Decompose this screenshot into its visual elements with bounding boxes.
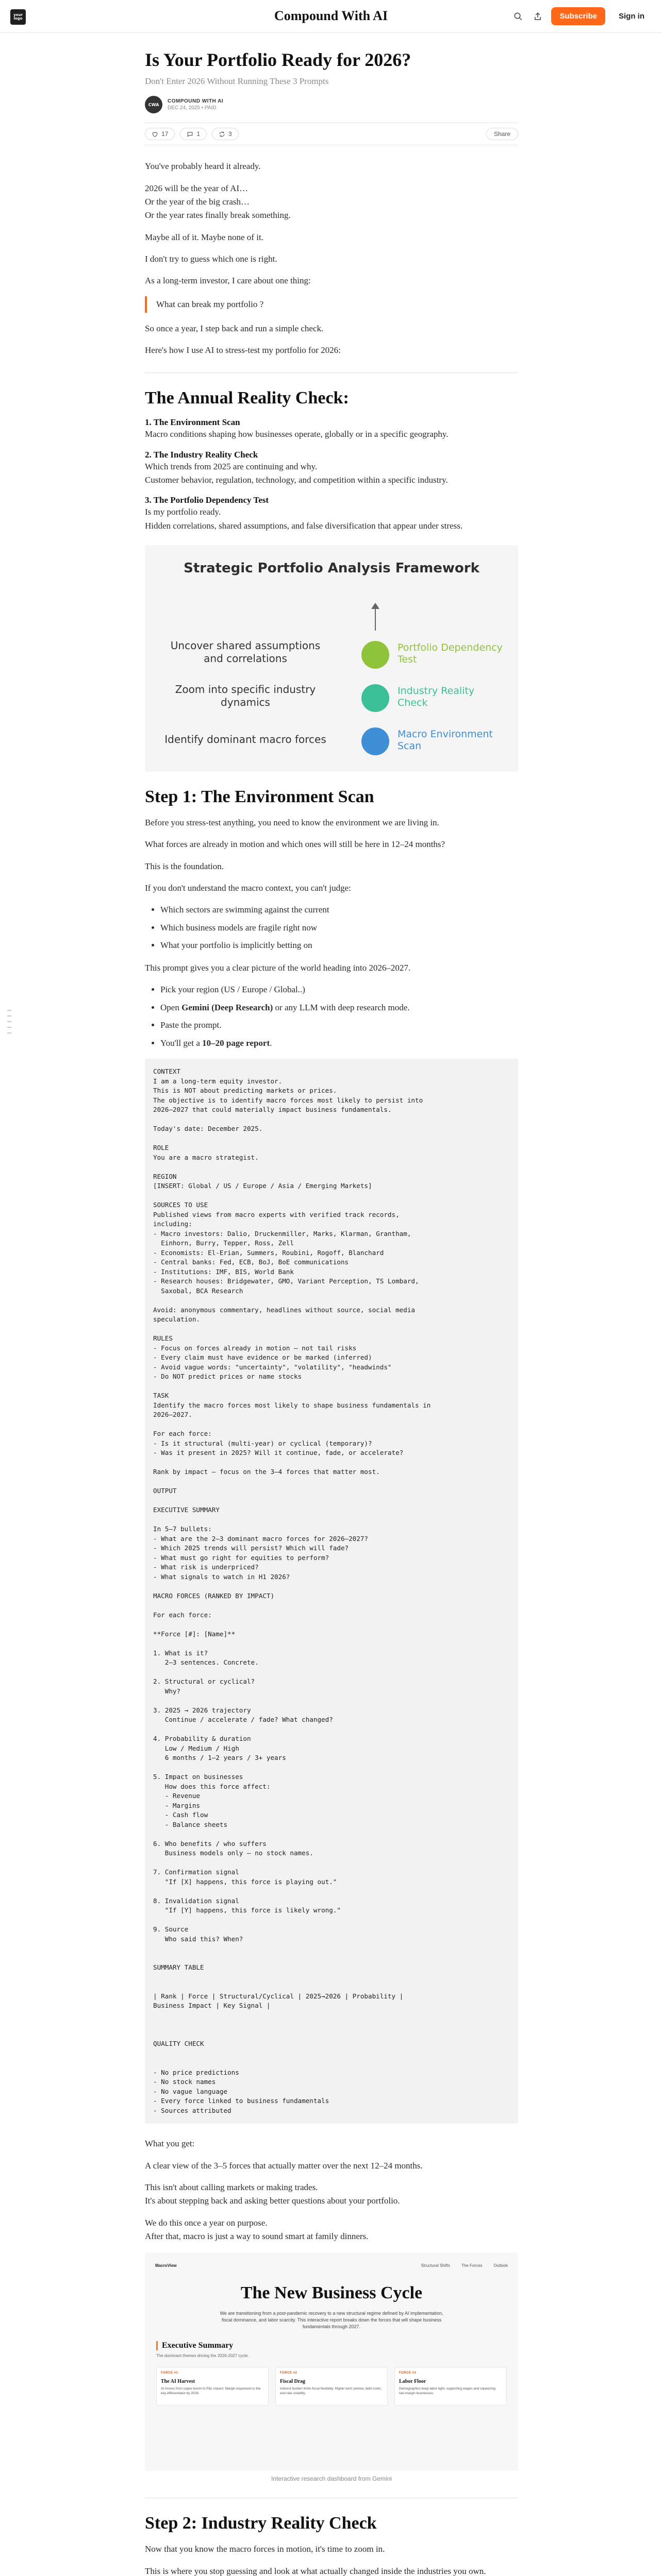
list-item: • What your portfolio is implicitly betting on [160,939,518,952]
comment-icon [187,131,193,138]
card-tag: FORCE #1 [161,2371,178,2375]
divider [145,372,518,373]
step1-p1: Before you stress-test anything, you need to know the environment we are living in. [145,818,439,827]
publication-logo[interactable]: your logo [10,9,26,25]
publication-title[interactable]: Compound With AI [274,8,388,23]
search-icon[interactable] [512,10,524,23]
report-brand: MacroView [155,2263,177,2268]
get-text: After that, macro is just a way to sound smart at family dinners. [145,2231,369,2241]
report-screenshot[interactable] [145,2252,518,2471]
report-nav [155,2260,508,2271]
byline [145,96,518,113]
card-title: Fiscal Drag [280,2379,306,2385]
intro-line: Or the year rates finally break something. [145,210,291,221]
restack-icon [219,131,225,138]
heart-icon [152,131,158,138]
top-bar [0,0,662,33]
subscribe-button[interactable]: Subscribe [551,7,605,25]
step2-p2: This is where you stop guessing and look at what actually changed inside the industries you own. [145,2566,486,2576]
intro-p4: As a long-term investor, I care about one thing: [145,276,311,286]
report-exec-sub: The dominant themes driving the 2026-2027 cycle. [156,2353,249,2359]
intro-p1: You've probably heard it already. [145,161,261,172]
card-tag: FORCE #2 [280,2371,297,2375]
post-date: DEC 24, 2025 • PAID [168,105,217,111]
emphasis: Gemini (Deep Research) [181,1002,273,1012]
report-nav-item: Outlook [493,2263,508,2268]
get-text: We do this once a year on purpose. [145,2217,268,2228]
card-text: AI moves from capex boom to P&L impact. Margin expansion is the key differentiator by 2026. [161,2387,261,2396]
report-nav-item: Structural Shifts [421,2263,450,2268]
intro-p2: Maybe all of it. Maybe none of it. [145,232,263,242]
author-name[interactable]: COMPOUND WITH AI [168,98,224,105]
emphasis: 10–20 page report [202,1038,270,1048]
framework-left-label: Identify dominant macro forces [164,733,326,745]
like-button[interactable] [145,128,175,140]
top-actions [512,7,651,25]
get-text: This isn't about calling markets or making trades. [145,2182,318,2192]
section-heading-reality: The Annual Reality Check: [145,388,349,408]
report-card [156,2367,269,2406]
restack-button[interactable] [212,128,239,140]
share-button[interactable]: Share [486,128,518,140]
step1-p5: This prompt gives you a clear picture of the world heading into 2026–2027. [145,962,411,973]
section-outline-handle[interactable] [7,1010,11,1033]
list-item: • You'll get a 10–20 page report. [160,1037,518,1050]
pull-quote: What can break my portfolio ? [145,296,518,313]
get-text: It's about stepping back and asking better questions about your portfolio. [145,2196,400,2206]
post-title: Is Your Portfolio Ready for 2026? [145,49,411,70]
reality-item-text: Which trends from 2025 are continuing and why. [145,461,318,471]
card-title: The AI Harvest [161,2379,195,2385]
list-item: • Which business models are fragile right now [160,921,518,935]
framework-right-label: Portfolio Dependency Test [398,642,503,665]
what-you-get-label: What you get: [145,2139,195,2149]
steps-list [145,983,518,1049]
list-item: • Paste the prompt. [160,1019,518,1032]
reality-item-heading: 2. The Industry Reality Check [145,449,258,460]
reality-item-heading: 1. The Environment Scan [145,417,240,428]
restack-count: 3 [228,130,232,138]
engagement-bar [145,123,518,145]
card-text: Interest burden limits fiscal flexibility. Higher term premia, debt costs, and rate volatility. [280,2387,382,2396]
report-card [275,2367,388,2406]
framework-diagram[interactable] [145,545,518,772]
portfolio-dependency-icon [361,641,389,669]
list-item: • Which sectors are swimming against the current [160,903,518,917]
author-avatar[interactable]: CWA [145,96,162,113]
intro-line: Or the year of the big crash… [145,196,250,207]
intro-line: 2026 will be the year of AI… [145,183,249,193]
sign-in-button[interactable]: Sign in [613,7,651,25]
prompt-text: CONTEXT I am a long-term equity investor. This is NOT about predicting markets or prices. The objective is to identify macro forces most likely to persist into 2026–2027 that could materially impact business fundamentals. Today's date: December 2025. ROLE You are a macro strategist. REGION [INSERT: Global / US / Europe / Asia / Emerging Markets] SOURCES TO USE Published views from macro experts with verified track records, including: - Macro investors: Dalio, Druckenmiller, Marks, Klarman, Grantham, Einhorn, Burry, Tepper, Ross, Zell - Economists: El-Erian, Summers, Roubini, Rogoff, Blanchard - Central banks: Fed, ECB, BoJ, BoE communications - Institutions: IMF, BIS, World Bank - Research houses: Bridgewater, GMO, Variant Perception, TS Lombard, Saxobal, BCA Research Avoid: anonymous commentary, headlines without source, social media speculation. RULES - Focus on forces already in motion — not tail risks - Every claim must have evidence or be marked (inferred) - Avoid vague words: "uncertainty", "volatility", "headwinds" - Do NOT predict prices or name stocks TASK Identify the macro forces most likely to shape business fundamentals in 2026–2027. For each force: - Is it structural (multi-year) or cyclical (temporary)? - Was it present in 2025? Will it continue, fade, or accelerate? Rank by impact — focus on the 3–4 forces that matter most. OUTPUT EXECUTIVE SUMMARY In 5–7 bullets: - What are the 2–3 dominant macro forces for 2026–2027? - Which 2025 trends will persist? Which will fade? - What must go right for equities to perform? - What risk is underpriced? - What signals to watch in H1 2026? MACRO FORCES (RANKED BY IMPACT) For each force: **Force [#]: [Name]** 1. What is it? 2–3 sentences. Concrete. 2. Structural or cyclical? Why? 3. 2025 → 2026 trajectory Continue / accelerate / fade? What changed? 4. Probability & duration Low / Medium / High 6 months / 1–2 years / 3+ years 5. Impact on businesses How does this force affect: - Revenue - Margins - Cash flow - Balance sheets 6. Who benefits / who suffers Business models only — no stock names. 7. Confirmation signal "If [X] happens, this force is playing out." 8. Invalidation signal "If [Y] happens, this force is likely wrong." 9. Source Who said this? When? SUMMARY TABLE | Rank | Force | Structural/Cyclical | 2025→2026 | Probability | Business Impact | Key Signal | QUALITY CHECK - No price predictions - No stock names - No vague language - Every force linked to business fundamentals - Sources attributed [153,1067,431,2114]
prompt-code-block[interactable] [145,1059,518,2124]
arrow-up-line [375,607,376,631]
post-subtitle: Don't Enter 2026 Without Running These 3 Prompts [145,76,329,87]
reality-item-heading: 3. The Portfolio Dependency Test [145,495,269,505]
report-exec-heading: Executive Summary [156,2341,233,2350]
section-heading-step1: Step 1: The Environment Scan [145,787,374,806]
step2-p1: Now that you know the macro forces in motion, it's time to zoom in. [145,2544,385,2554]
card-tag: FORCE #3 [399,2371,417,2375]
section-heading-step2: Step 2: Industry Reality Check [145,2514,377,2533]
share-icon[interactable] [532,10,544,23]
report-card [394,2367,507,2406]
intro-p6: Here's how I use AI to stress-test my portfolio for 2026: [145,345,341,355]
step1-p4: If you don't understand the macro context, you can't judge: [145,883,351,893]
step1-p2: What forces are already in motion and which ones will still be here in 12–24 months? [145,839,445,850]
list-item: • Open Gemini (Deep Research) or any LLM with deep research mode. [160,1001,518,1014]
macro-environment-icon [361,727,389,755]
framework-right-label: Industry Reality Check [398,685,475,708]
framework-right-label: Macro Environment Scan [398,728,493,752]
list-item: • Pick your region (US / Europe / Global..) [160,983,518,996]
intro-p5: So once a year, I step back and run a simple check. [145,323,324,333]
article [145,49,518,2576]
report-title: The New Business Cycle [240,2283,423,2303]
arrow-up-icon [371,603,379,609]
framework-left-label: Uncover shared assumptions and correlations [170,639,321,665]
framework-left-label: Zoom into specific industry dynamics [175,683,316,708]
reality-item-text: Hidden correlations, shared assumptions, and false diversification that appear under stress. [145,520,463,531]
card-text: Demographics keep labor tight, supporting wages and squeezing low-margin businesses. [399,2387,495,2396]
intro-p3: I don't try to guess which one is right. [145,253,277,264]
report-nav-item: The Forces [461,2263,483,2268]
like-count: 17 [161,130,169,138]
comment-count: 1 [196,130,201,138]
judge-list [145,903,518,952]
reality-item-text: Customer behavior, regulation, technology, and competition within a specific industry. [145,474,448,485]
reality-item-text: Is my portfolio ready. [145,507,221,517]
comment-button[interactable] [180,128,207,140]
report-description: We are transitioning from a post-pandemic recovery to a new structural regime defined by AI implementation, fiscal dominance, and labor scarcity. This interactive report breaks down the forces that will shape business fundamentals through 2027. [220,2311,443,2330]
figure-caption: Interactive research dashboard from Gemini [271,2475,392,2483]
reality-item-text: Macro conditions shaping how businesses operate, globally or in a specific geography. [145,429,449,439]
industry-reality-icon [361,684,389,712]
step1-p3: This is the foundation. [145,861,224,871]
card-title: Labor Floor [399,2379,426,2385]
get-text: A clear view of the 3–5 forces that actually matter over the next 12–24 months. [145,2160,423,2171]
framework-title: Strategic Portfolio Analysis Framework [184,561,479,576]
